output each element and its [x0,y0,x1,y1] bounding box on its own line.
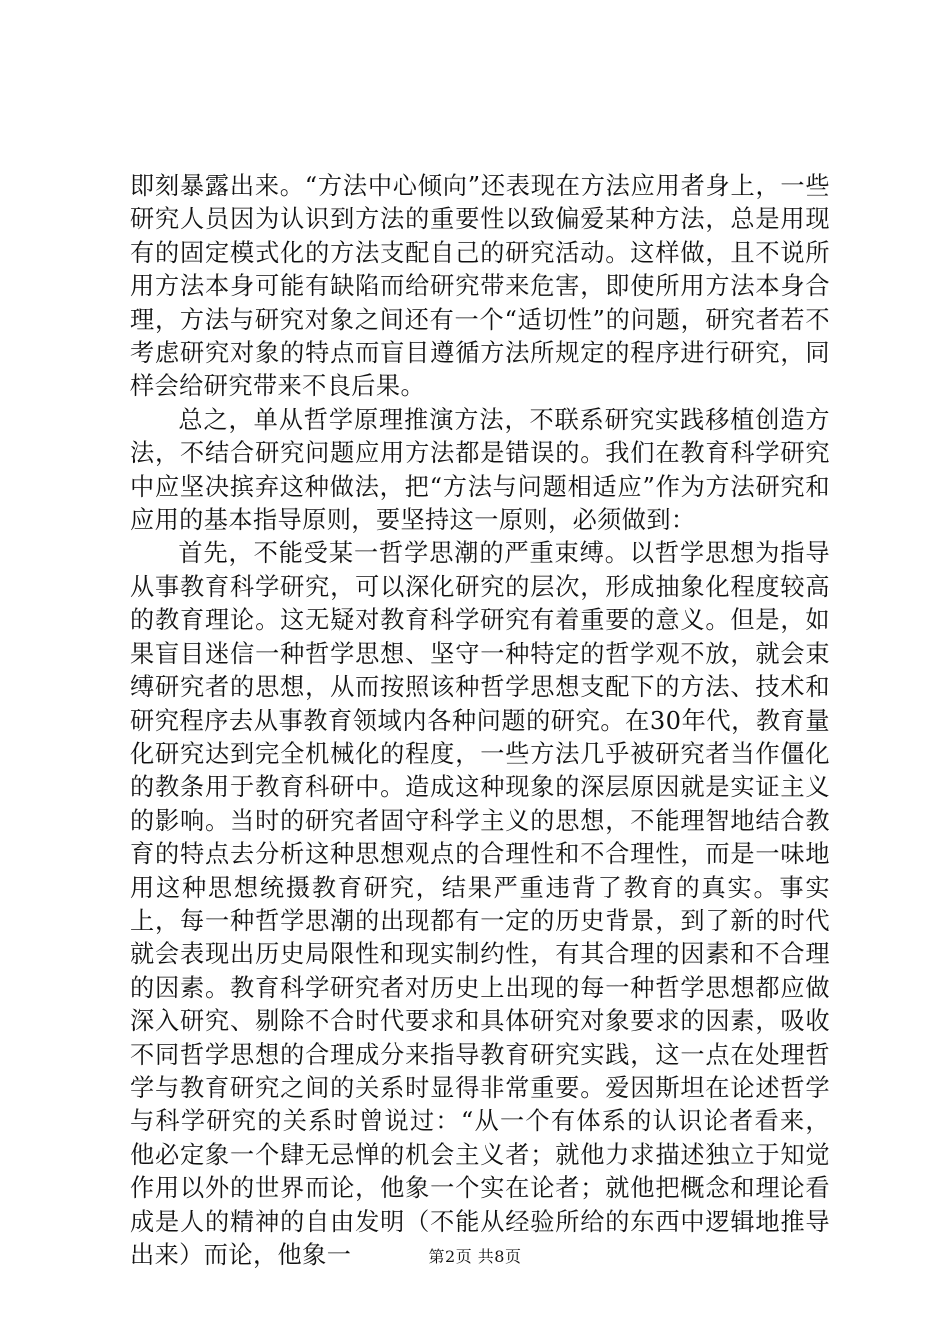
paragraph-2: 总之，单从哲学原理推演方法，不联系研究实践移植创造方法，不结合研究问题应用方法都是错误的。我们在教育科学研究中应坚决摈弃这种做法，把“方法与问题相适应”作为方法研究和应用的基本指导原则，要坚持这一原则，必须做到： [130,405,830,535]
paragraph-1: 即刻暴露出来。“方法中心倾向”还表现在方法应用者身上，一些研究人员因为认识到方法的重要性以致偏爱某种方法，总是用现有的固定模式化的方法支配自己的研究活动。这样做，且不说所用方法本身可能有缺陷而给研究带来危害，即使所用方法本身合理，方法与研究对象之间还有一个“适切性”的问题，研究者若不考虑研究对象的特点而盲目遵循方法所规定的程序进行研究，同样会给研究带来不良后果。 [130,172,830,401]
page-number-footer: 第2页 共8页 [428,1247,522,1266]
paragraph-3: 首先，不能受某一哲学思潮的严重束缚。以哲学思想为指导从事教育科学研究，可以深化研究的层次，形成抽象化程度较高的教育理论。这无疑对教育科学研究有着重要的意义。但是，如果盲目迷信一种哲学思想、坚守一种特定的哲学观不放，就会束缚研究者的思想，从而按照该种哲学思想支配下的方法、技术和研究程序去从事教育领域内各种问题的研究。在30年代，教育量化研究达到完全机械化的程度，一些方法几乎被研究者当作僵化的教条用于教育科研中。造成这种现象的深层原因就是实证主义的影响。当时的研究者固守科学主义的思想，不能理智地结合教育的特点去分析这种思想观点的合理性和不合理性，而是一味地用这种思想统摄教育研究，结果严重违背了教育的真实。事实上，每一种哲学思潮的出现都有一定的历史背景，到了新的时代就会表现出历史局限性和现实制约性，有其合理的因素和不合理的因素。教育科学研究者对历史上出现的每一种哲学思想都应做深入研究、剔除不合时代要求和具体研究对象要求的因素，吸收不同哲学思想的合理成分来指导教育研究实践，这一点在处理哲学与教育研究之间的关系时显得非常重要。爱因斯坦在论述哲学与科学研究的关系时曾说过：“从一个有体系的认识论者看来，他必定象一个肆无忌惮的机会主义者；就他力求描述独立于知觉作用以外的世界而论，他象一个实在论者；就他把概念和理论看成是人的精神的自由发明（不能从经验所给的东西中逻辑地推导出来）而论，他象一 [130,539,830,1269]
body-text [130,170,830,1272]
